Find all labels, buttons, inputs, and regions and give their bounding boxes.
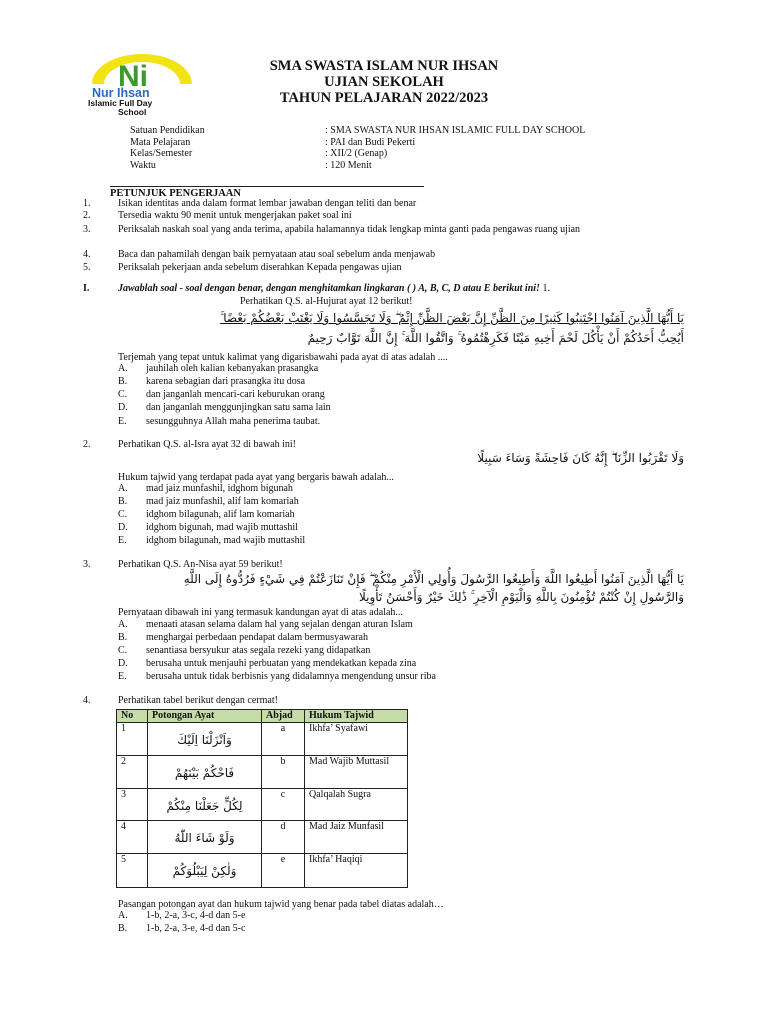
cell-no: 4 (117, 821, 148, 854)
logo-sub2: School (118, 107, 147, 117)
column-header: Hukum Tajwid (305, 710, 408, 723)
question-4: 4. Perhatikan tabel berikut dengan cermat! (83, 695, 278, 706)
question-4-stem: Pasangan potongan ayat dan hukum tajwid yang benar pada tabel diatas adalah… (118, 899, 444, 910)
question-3-arabic-line-2: وَالرَّسُولِ إِنْ كُنْتُمْ تُؤْمِنُونَ بِاللَّهِ وَالْيَوْمِ الْآخِرِ ۚ ذَٰلِكَ خَيْرٌ وَأَحْسَنُ تَأْوِيلًا (359, 590, 684, 604)
answer-option[interactable]: E. berusaha untuk tidak berbisnis yang didalamnya mengendung unsur riba (118, 671, 436, 682)
cell-no: 2 (117, 756, 148, 789)
info-row (130, 160, 585, 172)
header-line-3: TAHUN PELAJARAN 2022/2023 (279, 90, 489, 106)
instruction-item: 4. Baca dan pahamilah dengan baik pernyataan atau soal sebelum anda menjawab (83, 249, 436, 260)
tajwid-table (116, 709, 408, 888)
section-heading: I. Jawablah soal - soal dengan benar, dengan menghitamkan lingkaran ( ) A, B, C, D atau E berikut ini! 1. (83, 283, 550, 294)
cell-no: 5 (117, 854, 148, 888)
info-value: : SMA SWASTA NUR IHSAN ISLAMIC FULL DAY SCHOOL (325, 125, 586, 136)
cell-no: 1 (117, 723, 148, 756)
answer-option[interactable]: A. menaati atasan selama dalam hal yang sejalan dengan aturan Islam (118, 619, 413, 630)
cell-ayat: لِكُلٍّ جَعَلْنَا مِنْكُمْ (148, 789, 262, 821)
info-key: Kelas/Semester (130, 148, 193, 159)
cell-hukum: Ikhfa’ Syafawi (305, 723, 408, 756)
page-header (0, 58, 768, 106)
answer-option[interactable]: A. mad jaiz munfashil, idghom bigunah (118, 483, 293, 494)
info-row (130, 137, 585, 149)
info-row (130, 125, 585, 137)
logo-name: Nur Ihsan (92, 86, 150, 100)
question-3-stem: Pernyataan dibawah ini yang termasuk kandungan ayat di atas adalah... (118, 607, 403, 618)
cell-hukum: Mad Wajib Muttasil (305, 756, 408, 789)
answer-option[interactable]: C. idghom bilagunah, alif lam komariah (118, 509, 295, 520)
answer-option[interactable]: A. 1-b, 2-a, 3-c, 4-d dan 5-e (118, 910, 246, 921)
cell-abjad: b (262, 756, 305, 789)
column-header: Potongan Ayat (148, 710, 262, 723)
cell-hukum: Mad Jaiz Munfasil (305, 821, 408, 854)
answer-option[interactable]: D. idghom bigunah, mad wajib muttashil (118, 522, 298, 533)
answer-option[interactable]: E. sesungguhnya Allah maha penerima taubat. (118, 416, 321, 427)
question-2: 2. Perhatikan Q.S. al-Isra ayat 32 di bawah ini! (83, 439, 297, 450)
cell-hukum: Ikhfa’ Haqiqi (305, 854, 408, 888)
instructions-title: PETUNJUK PENGERJAAN (110, 188, 241, 199)
info-value: : XII/2 (Genap) (325, 148, 388, 159)
cell-abjad: e (262, 854, 305, 888)
answer-option[interactable]: E. idghom bilagunah, mad wajib muttashil (118, 535, 306, 546)
answer-option[interactable]: B. karena sebagian dari prasangka itu dosa (118, 376, 306, 387)
question-1-arabic-line-2: أَيُحِبُّ أَحَدُكُمْ أَنْ يَأْكُلَ لَحْمَ أَخِيهِ مَيْتًا فَكَرِهْتُمُوهُ ۚ وَاتَّقُوا اللَّهَ ۚ إِنَّ اللَّهَ تَوَّابٌ رَحِيمٌ (307, 331, 684, 345)
section-instruction: Jawablah soal - soal dengan benar, dengan menghitamkan lingkaran ( ) A, B, C, D atau E berikut ini! (118, 283, 540, 294)
question-3-prompt: Perhatikan Q.S. An-Nisa ayat 59 berikut! (118, 559, 283, 570)
answer-option[interactable]: A. jauhilah oleh kalian kebanyakan prasangka (118, 363, 319, 374)
instruction-item: 1. Isikan identitas anda dalam format lembar jawaban dengan teliti dan benar (83, 198, 417, 209)
question-1-stem: Terjemah yang tepat untuk kalimat yang digarisbawahi pada ayat di atas adalah .... (118, 352, 448, 363)
info-key: Waktu (130, 159, 156, 171)
cell-ayat: وَلَوْ شَاءَ اللّٰهُ (148, 821, 262, 854)
table-row (117, 854, 408, 888)
question-3-arabic-line-1: يَا أَيُّهَا الَّذِينَ آمَنُوا أَطِيعُوا اللَّهَ وَأَطِيعُوا الرَّسُولَ وَأُولِي الْأَمْرِ مِنْكُمْ ۖ فَإِنْ تَنَازَعْتُمْ فِي شَيْءٍ فَرُدُّوهُ إِلَى اللَّهِ (183, 572, 684, 586)
exam-info (130, 125, 585, 171)
info-key: Mata Pelajaran (130, 136, 191, 148)
answer-option[interactable]: B. menghargai perbedaan pendapat dalam bermusyawarah (118, 632, 368, 643)
answer-option[interactable]: C. dan janganlah mencari-cari keburukan orang (118, 389, 325, 400)
logo-mark: Ni (118, 60, 148, 93)
cell-hukum: Qalqalah Sugra (305, 789, 408, 821)
cell-abjad: a (262, 723, 305, 756)
table-row (117, 821, 408, 854)
table-row (117, 723, 408, 756)
cell-ayat: وَاَنْزَلْنَا اِلَيْكَ (148, 723, 262, 756)
info-value: : PAI dan Budi Pekerti (325, 136, 416, 148)
table-header-row (117, 710, 408, 723)
question-3: 3. Perhatikan Q.S. An-Nisa ayat 59 berikut! (83, 559, 283, 570)
answer-option[interactable]: D. berusaha untuk menjauhi perbuatan yang mendekatkan kepada zina (118, 658, 417, 669)
cell-no: 3 (117, 789, 148, 821)
question-4-prompt: Perhatikan tabel berikut dengan cermat! (118, 695, 278, 706)
table-row (117, 756, 408, 789)
question-2-stem: Hukum tajwid yang terdapat pada ayat yang bergaris bawah adalah... (118, 472, 394, 483)
answer-option[interactable]: B. mad jaiz munfashil, alif lam komariah (118, 496, 299, 507)
answer-option[interactable]: D. dan janganlah menggunjingkan satu sama lain (118, 402, 331, 413)
question-1-arabic-line-1: يَا أَيُّهَا الَّذِينَ آمَنُوا اجْتَنِبُوا كَثِيرًا مِنَ الظَّنِّ إِنَّ بَعْضَ الظَّنِّ إِثْمٌ ۖ وَلَا تَجَسَّسُوا وَلَا يَغْتَبْ بَعْضُكُمْ بَعْضًا ۚ (220, 311, 684, 325)
instruction-item: 3. Periksalah naskah soal yang anda terima, apabila halamannya tidak lengkap minta ganti pada pengawas ruang ujian (83, 224, 581, 235)
header-line-2: UJIAN SEKOLAH (324, 74, 444, 90)
cell-abjad: d (262, 821, 305, 854)
instruction-item: 5. Periksalah pekerjaan anda sebelum diserahkan Kepada pengawas ujian (83, 262, 402, 273)
logo-sub: Islamic Full Day (88, 98, 153, 108)
info-value: : 120 Menit (325, 159, 372, 171)
header-line-1: SMA SWASTA ISLAM NUR IHSAN (269, 58, 499, 74)
question-1-prompt: Perhatikan Q.S. al-Hujurat ayat 12 berikut! (240, 296, 413, 307)
divider (110, 186, 424, 187)
instruction-item: 2. Tersedia waktu 90 menit untuk mengerjakan paket soal ini (83, 210, 352, 221)
answer-option[interactable]: B. 1-b, 2-a, 3-e, 4-d dan 5-c (118, 923, 246, 934)
cell-abjad: c (262, 789, 305, 821)
info-key: Satuan Pendidikan (130, 125, 205, 136)
answer-option[interactable]: C. senantiasa bersyukur atas segala rezeki yang didapatkan (118, 645, 371, 656)
question-2-arabic: وَلَا تَقْرَبُوا الزِّنَا ۖ إِنَّهُ كَانَ فَاحِشَةً وَسَاءَ سَبِيلًا (477, 451, 684, 465)
column-header: Abjad (262, 710, 305, 723)
cell-ayat: وَلٰكِنْ لِيَبْلُوَكُمْ (148, 854, 262, 888)
column-header: No (117, 710, 148, 723)
question-2-prompt: Perhatikan Q.S. al-Isra ayat 32 di bawah ini! (118, 439, 297, 450)
info-row (130, 148, 585, 160)
cell-ayat: فَاحْكُمْ بَيْنَهُمْ (148, 756, 262, 789)
table-row (117, 789, 408, 821)
